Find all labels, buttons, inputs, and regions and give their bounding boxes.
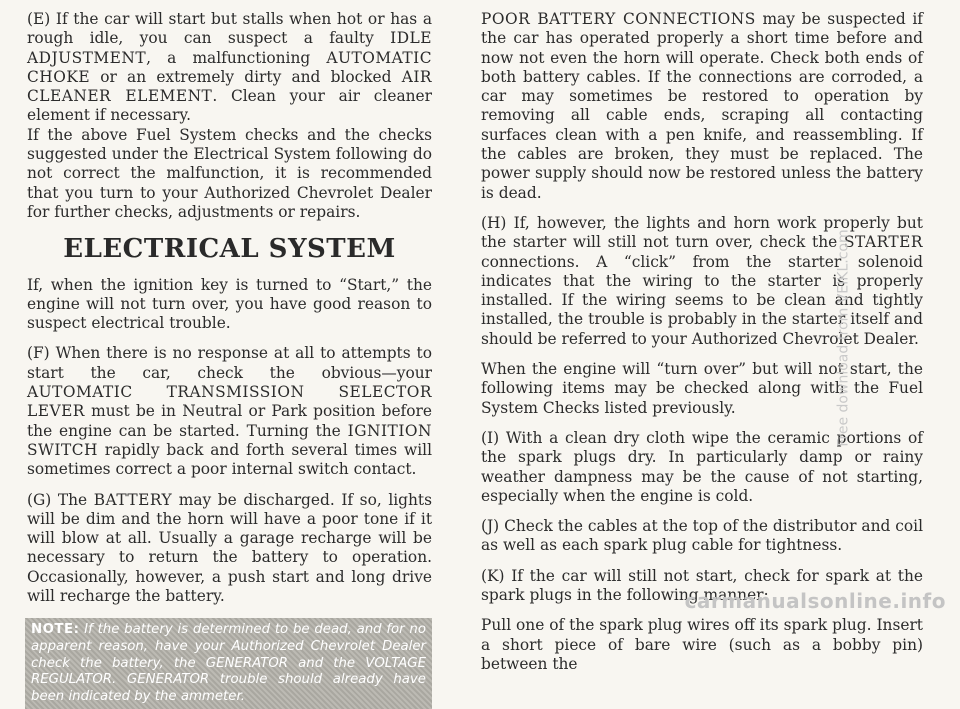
paragraph-i: (I) With a clean dry cloth wipe the ceramic portions of the spark plugs dry. In particularly damp or rainy weather dampness may be the cause of not starting, especially when the engine is cold. [481, 428, 923, 505]
section-heading: ELECTRICAL SYSTEM [63, 234, 396, 265]
paragraph-poor-battery: POOR BATTERY CONNECTIONS may be suspected if the car has operated properly a short time before and now not even the horn will operate. Check both ends of both battery cables. If the connections are corroded, a car may sometimes be restored to operation by removing all cable ends, scraping all contacting surfaces clean with a pen knife, and reassembling. If the cables are broken, they must be replaced. The power supply should now be restored unless the battery is dead. [481, 10, 924, 202]
right-column [481, 10, 923, 685]
left-column [27, 10, 432, 709]
paragraph-intro: If, when the ignition key is turned to “Start,” the engine will not turn over, you have good reason to suspect electrical trouble. [27, 275, 432, 333]
bottom-watermark: carmanualsonline.info [684, 589, 946, 613]
side-watermark: Free download from VEIKL.com [835, 229, 852, 447]
paragraph-pull: Pull one of the spark plug wires off its spark plug. Insert a short piece of bare wire (such as a bobby pin) between the [481, 616, 923, 673]
paragraph-j: (J) Check the cables at the top of the distributor and coil as well as each spark plug cable for tightness. [481, 517, 923, 555]
paragraph-turn-over: When the engine will “turn over” but will not start, the following items may be checked along with the Fuel System Checks listed previously. [481, 360, 923, 417]
paragraph-g: (G) The BATTERY may be discharged. If so, lights will be dim and the horn will have a poor tone if it will blow at all. Usually a garage recharge will be necessary to return the battery to operation. Occasionally, however, a push start and long drive will recharge the battery. [27, 490, 433, 606]
paragraph-k: (K) If the car will still not start, check for spark at the spark plugs in the following manner: [481, 566, 923, 605]
note-box [25, 618, 432, 709]
note-text: If the battery is determined to be dead, and for no apparent reason, have your Authorized Chevrolet Dealer check the battery, the GENERATOR and the VOLTAGE REGULATOR. GENERATOR trouble should already have been indicated by the ammeter. [31, 622, 426, 704]
paragraph-f: (F) When there is no response at all to attempts to start the car, check the obvious—your AUTOMATIC TRANSMISSION SELECTOR LEVER must be in Neutral or Park position before the engine can be started. Turning the IGNITION SWITCH rapidly back and forth several times will sometimes correct a poor internal switch contact. [27, 344, 432, 479]
paragraph-e: (E) If the car will start but stalls when hot or has a rough idle, you can suspect a faulty IDLE ADJUSTMENT, a malfunctioning AUTOMATIC CHOKE or an extremely dirty and blocked AIR CLEANER ELEMENT. Clean your air cleaner element if necessary. If the above Fuel System checks and the checks suggested under the Electrical System following do not correct the malfunction, it is recommended that you turn to your Authorized Chevrolet Dealer for further checks, adjustments or repairs. [27, 10, 432, 221]
paragraph-h: (H) If, however, the lights and horn work properly but the starter will still not turn over, check the STARTER connections. A “click” from the starter solenoid indicates that the wiring to the starter is properly installed. If the wiring seems to be clean and tightly installed, the trouble is probably in the starter itself and should be referred to your Authorized Chevrolet Dealer. [481, 213, 923, 348]
note-label: NOTE: [31, 622, 80, 638]
